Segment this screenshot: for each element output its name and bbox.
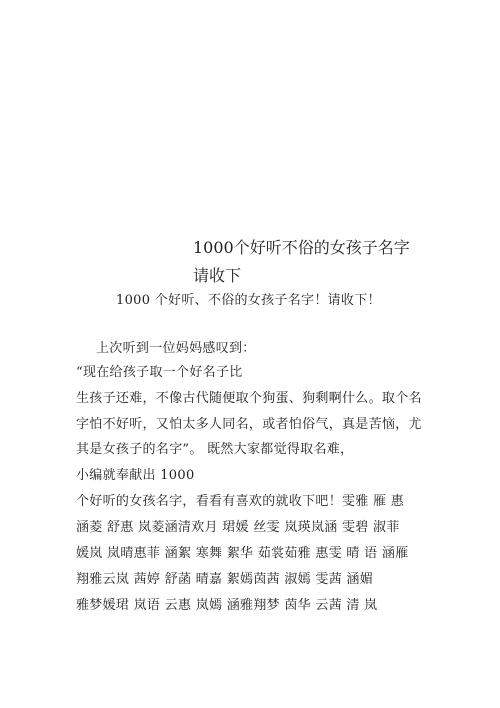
body-line-2: “现在给孩子取一个好名子比 (76, 365, 243, 380)
document-title-line-2: 请收下 (193, 266, 242, 285)
body-line-3: 生孩子还难，不像古代随便取个狗蛋、狗剩啊什么。取个名 (76, 391, 422, 406)
body-line-5: 其是女孩子的名字”。 既然大家都觉得取名难， (76, 442, 354, 457)
document-subtitle: 1000 个好听、不俗的女孩子名字！请收下！ (116, 293, 381, 308)
body-line-6: 小编就奉献出 1000 (76, 468, 195, 483)
body-line-8: 涵菱 舒惠 岚菱涵清欢月 珺媛 丝雯 岚瑛岚涵 雯碧 淑菲 (76, 520, 400, 535)
body-line-7: 个好听的女孩名字，看看有喜欢的就收下吧！雯雅 雁 惠 (76, 494, 405, 509)
document-title-line-1: 1000个好听不俗的女孩子名字 (193, 238, 410, 257)
body-line-9: 媛岚 岚晴惠菲 涵絮 寒舞 絮华 茹裳茹雅 惠雯 晴 语 涵雁 (76, 546, 409, 561)
body-line-11: 雅梦媛珺 岚语 云惠 岚嫣 涵雅翔梦 茵华 云茜 清 岚 (76, 598, 378, 613)
body-line-10: 翔雅云岚 茜婷 舒菡 晴嘉 絮嫣茵茜 淑嫣 雯茜 涵媚 (76, 572, 374, 587)
body-line-4: 字怕不好听，又怕太多人同名，或者怕俗气，真是苦恼，尤 (76, 417, 422, 432)
body-line-1: 上次听到一位妈妈感叹到： (96, 341, 256, 356)
